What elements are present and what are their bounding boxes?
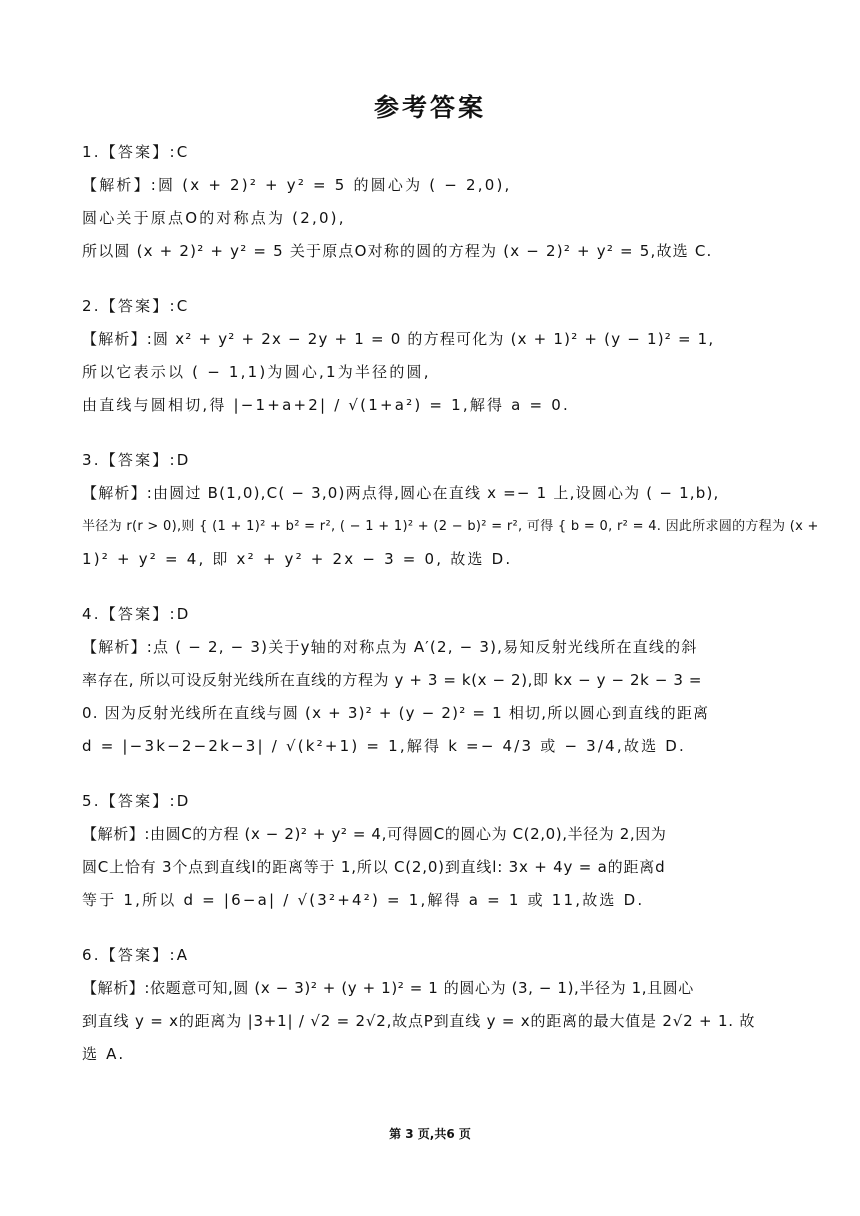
analysis-line: 【解析】:圆 (x + 2)² + y² = 5 的圆心为 ( − 2,0), [82,176,512,194]
answer-line: 4.【答案】:D [82,605,191,623]
answer-line: 3.【答案】:D [82,451,191,469]
analysis-line: 圆C上恰有 3个点到直线l的距离等于 1,所以 C(2,0)到直线l: 3x + 4y = a的距离d [82,858,666,876]
answer-line: 1.【答案】:C [82,143,190,161]
answer-list [82,136,819,1093]
problem-3 [82,444,819,576]
analysis-line: 【解析】:由圆过 B(1,0),C( − 3,0)两点得,圆心在直线 x =− 1 上,设圆心为 ( − 1,b), [82,484,720,502]
problem-5 [82,785,782,917]
problem-4 [82,598,782,763]
answer-line: 5.【答案】:D [82,792,191,810]
answer-line: 6.【答案】:A [82,946,190,964]
analysis-line: 【解析】:依题意可知,圆 (x − 3)² + (y + 1)² = 1 的圆心为 (3, − 1),半径为 1,且圆心 [82,979,694,997]
page-title: 参考答案 [373,93,486,122]
analysis-line: 所以它表示以 ( − 1,1)为圆心,1为半径的圆, [82,363,431,381]
analysis-line: 半径为 r(r > 0),则 { (1 + 1)² + b² = r², ( − 1 + 1)² + (2 − b)² = r², 可得 { b = 0, r² = 4. 因此所求圆的方程为 (x + [82,519,819,534]
analysis-line: 选 A. [82,1045,126,1063]
analysis-line: 圆心关于原点O的对称点为 (2,0), [82,209,346,227]
analysis-line: 【解析】:点 ( − 2, − 3)关于y轴的对称点为 A′(2, − 3),易知反射光线所在直线的斜 [82,638,698,656]
problem-1 [82,136,782,268]
analysis-line: 【解析】:由圆C的方程 (x − 2)² + y² = 4,可得圆C的圆心为 C(2,0),半径为 2,因为 [82,825,667,843]
page-footer: 第 3 页,共6 页 [389,1127,471,1141]
analysis-line: 率存在, 所以可设反射光线所在直线的方程为 y + 3 = k(x − 2),即 kx − y − 2k − 3 = [82,671,703,689]
analysis-line: 到直线 y = x的距离为 |3+1| / √2 = 2√2,故点P到直线 y = x的距离的最大值是 2√2 + 1. 故 [82,1012,756,1030]
answer-line: 2.【答案】:C [82,297,190,315]
analysis-line: 1)² + y² = 4, 即 x² + y² + 2x − 3 = 0, 故选 D. [82,550,513,568]
analysis-line: 等于 1,所以 d = |6−a| / √(3²+4²) = 1,解得 a = 1 或 11,故选 D. [82,891,645,909]
analysis-line: 所以圆 (x + 2)² + y² = 5 关于原点O对称的圆的方程为 (x − 2)² + y² = 5,故选 C. [82,242,713,260]
problem-2 [82,290,782,422]
problem-6 [82,939,782,1071]
analysis-line: d = |−3k−2−2k−3| / √(k²+1) = 1,解得 k =− 4/3 或 − 3/4,故选 D. [82,737,686,755]
analysis-line: 【解析】:圆 x² + y² + 2x − 2y + 1 = 0 的方程可化为 (x + 1)² + (y − 1)² = 1, [82,330,715,348]
analysis-line: 由直线与圆相切,得 |−1+a+2| / √(1+a²) = 1,解得 a = 0. [82,396,570,414]
analysis-line: 0. 因为反射光线所在直线与圆 (x + 3)² + (y − 2)² = 1 相切,所以圆心到直线的距离 [82,704,710,722]
